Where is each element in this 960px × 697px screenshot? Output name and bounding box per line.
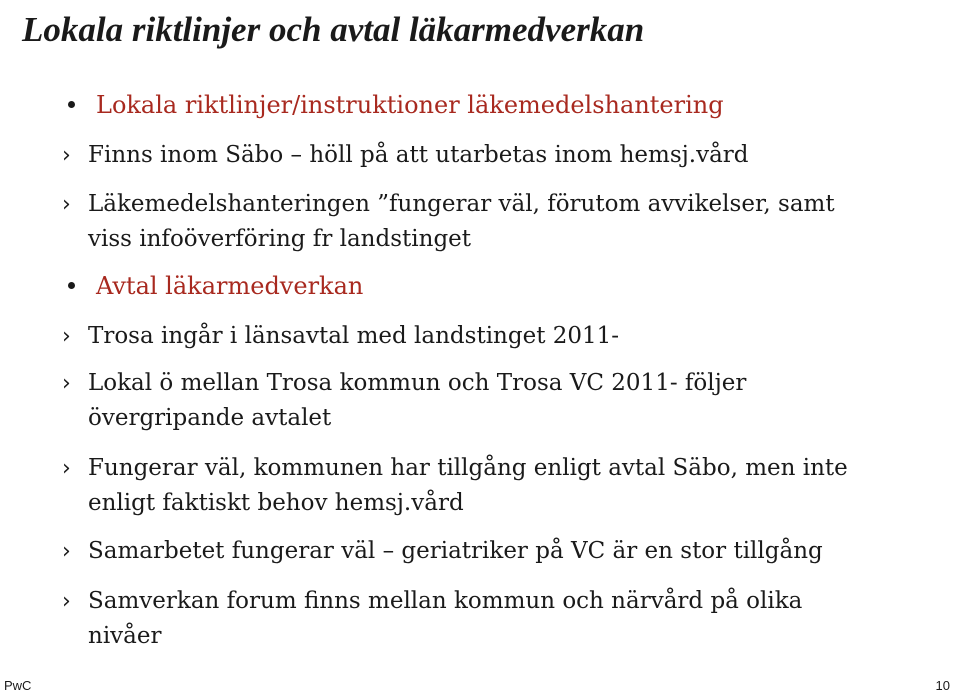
heading-bullet-riktlinjer	[60, 90, 940, 120]
list-item-line: Fungerar väl, kommunen har tillgång enligt avtal Säbo, men inte	[88, 455, 848, 481]
list-item	[60, 138, 940, 173]
list-item-text: Samarbetet fungerar väl – geriatriker på VC är en stor tillgång	[88, 538, 823, 564]
slide-title: Lokala riktlinjer och avtal läkarmedverkan	[22, 10, 645, 49]
list-item-line: enligt faktiskt behov hemsj.vård	[88, 490, 464, 516]
list-item	[60, 187, 940, 257]
heading-riktlinjer: Lokala riktlinjer/instruktioner läkemedelshantering	[96, 91, 724, 119]
list-item-line: nivåer	[88, 623, 162, 649]
list-item-text	[88, 366, 940, 436]
list-item	[60, 319, 940, 354]
bullet-dot-icon	[68, 282, 75, 289]
list-item-text: Trosa ingår i länsavtal med landstinget 2011-	[88, 323, 620, 349]
list-item	[60, 534, 940, 569]
list-item-text: Finns inom Säbo – höll på att utarbetas inom hemsj.vård	[88, 142, 749, 168]
list-item	[60, 584, 940, 654]
chevron-right-icon: ›	[62, 539, 71, 564]
list-item-line: Lokal ö mellan Trosa kommun och Trosa VC 2011- följer	[88, 370, 747, 396]
footer-brand: PwC	[4, 678, 32, 693]
heading-avtal: Avtal läkarmedverkan	[96, 272, 364, 300]
chevron-right-icon: ›	[62, 371, 71, 396]
page-number: 10	[935, 678, 950, 693]
list-item-text	[88, 584, 940, 654]
list-item-text	[88, 187, 940, 257]
list-item	[60, 366, 940, 436]
list-item-line: viss infoöverföring fr landstinget	[88, 226, 472, 252]
bullet-dot-icon	[68, 101, 75, 108]
chevron-right-icon: ›	[62, 143, 71, 168]
list-item-line: Samverkan forum finns mellan kommun och närvård på olika	[88, 588, 803, 614]
chevron-right-icon: ›	[62, 324, 71, 349]
chevron-right-icon: ›	[62, 589, 71, 614]
chevron-right-icon: ›	[62, 456, 71, 481]
list-item-line: övergripande avtalet	[88, 405, 332, 431]
chevron-right-icon: ›	[62, 192, 71, 217]
list-item-line: Läkemedelshanteringen ”fungerar väl, förutom avvikelser, samt	[88, 191, 835, 217]
list-item	[60, 451, 940, 521]
heading-bullet-avtal	[60, 271, 940, 301]
list-item-text	[88, 451, 940, 521]
